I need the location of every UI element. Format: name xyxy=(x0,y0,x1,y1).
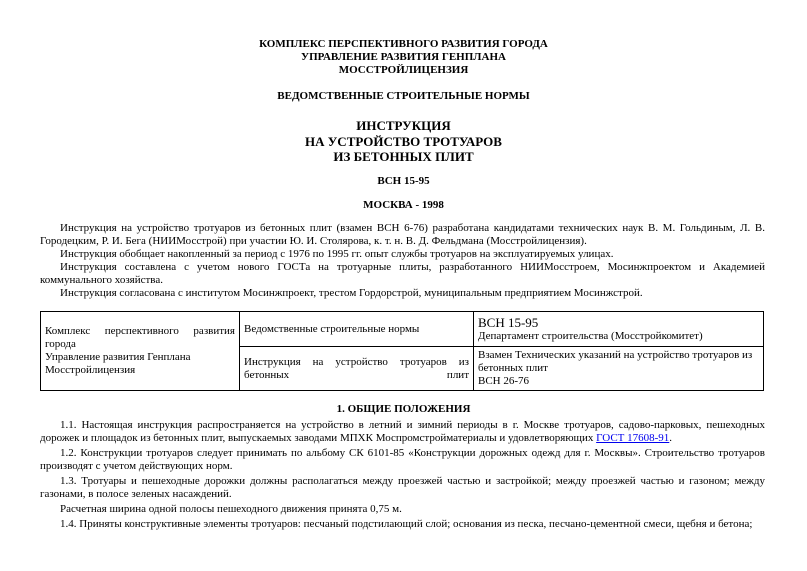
code-cell xyxy=(474,312,764,347)
intro-paragraph-authors: Инструкция на устройство тротуаров из бетонных плит (взамен ВСН 6-76) разработана кандидатами технических наук В. М. Гольдиным, Л. В. Городецким, Р. И. Бега (НИИМосстрой) при участии Ю. И. Столярова, к. т. н. В. Д. Фельдмана (Мосстройлицензия). xyxy=(40,222,765,247)
org-line-3: МОССТРОЙЛИЦЕНЗИЯ xyxy=(338,64,469,76)
intro-paragraph-approval: Инструкция согласована с институтом Мосинжпроект, трестом Гордорстрой, муниципальным предприятием Мосинжстрой. xyxy=(60,287,643,299)
org-cell xyxy=(41,312,240,391)
org-cell-line-b: Управление развития Генплана Мосстройлицензия xyxy=(45,351,191,376)
paragraph-1-3: 1.3. Тротуары и пешеходные дорожки должны располагаться между проезжей частью и застройкой; между проезжей частью и газоном; между газонами, в полосе зеленых насаждений. xyxy=(40,475,765,500)
document-code: ВСН 15-95 xyxy=(377,175,430,187)
title-line-2: НА УСТРОЙСТВО ТРОТУАРОВ xyxy=(305,133,502,149)
organization-header xyxy=(0,38,807,77)
intro-paragraph-gost: Инструкция составлена с учетом нового ГОСТа на тротуарные плиты, разработанного НИИМосстроем, Мосинжпроектом и Академией коммунального хозяйства. xyxy=(40,261,765,286)
city-year: МОСКВА - 1998 xyxy=(363,199,444,211)
replaces-cell-code: ВСН 26-76 xyxy=(478,375,530,387)
document-info-table xyxy=(40,311,764,391)
replaces-cell-text: Взамен Технических указаний на устройство тротуаров из бетонных плит xyxy=(478,349,753,374)
paragraph-1-2: 1.2. Конструкции тротуаров следует принимать по альбому СК 6101-85 «Конструкции дорожных одежд для г. Москвы». Строительство тротуаров производят с учетом действующих норм. xyxy=(40,447,765,472)
norm-type-heading: ВЕДОМСТВЕННЫЕ СТРОИТЕЛЬНЫЕ НОРМЫ xyxy=(277,90,530,102)
paragraph-1-4: 1.4. Приняты конструктивные элементы тротуаров: песчаный подстилающий слой; основания из песка, песчано-цементной смеси, щебня и бетона; xyxy=(60,518,753,530)
document-title xyxy=(0,118,807,165)
paragraph-1-1 xyxy=(40,419,765,445)
norm-type-cell: Ведомственные строительные нормы xyxy=(240,312,474,347)
section-heading: 1. ОБЩИЕ ПОЛОЖЕНИЯ xyxy=(336,403,471,415)
intro-paragraph-experience: Инструкция обобщает накопленный за период с 1976 по 1995 гг. опыт службы тротуаров на эксплуатируемых улицах. xyxy=(60,248,614,260)
org-cell-line-a: Комплекс перспективного развития города xyxy=(45,325,235,350)
intro-section xyxy=(40,222,765,300)
paragraph-1-3-width: Расчетная ширина одной полосы пешеходного движения принята 0,75 м. xyxy=(60,503,402,515)
org-line-2: УПРАВЛЕНИЕ РАЗВИТИЯ ГЕНПЛАНА xyxy=(301,51,506,63)
section-body xyxy=(40,419,765,533)
title-line-3: ИЗ БЕТОННЫХ ПЛИТ xyxy=(333,149,474,164)
paragraph-1-1-end: . xyxy=(669,432,673,444)
code-cell-department: Департамент строительства (Мосстройкомитет) xyxy=(478,330,703,342)
replaces-cell xyxy=(474,347,764,391)
gost-17608-link[interactable]: ГОСТ 17608-91 xyxy=(596,432,670,444)
code-cell-code: ВСН 15-95 xyxy=(478,315,539,330)
org-line-1: КОМПЛЕКС ПЕРСПЕКТИВНОГО РАЗВИТИЯ ГОРОДА xyxy=(259,38,548,50)
title-line-1: ИНСТРУКЦИЯ xyxy=(356,118,451,133)
doc-title-cell: Инструкция на устройство тротуаров из бетонных плит xyxy=(240,347,474,391)
paragraph-1-1-text: 1.1. Настоящая инструкция распространяется на устройство в летний и зимний периоды в г. Москве тротуаров, садово-парковых, пешеходных дорожек и площадок из бетонных плит, выпускаемых заводами МПХК Моспромстройматериалы и удовлетворяющих xyxy=(40,419,765,444)
